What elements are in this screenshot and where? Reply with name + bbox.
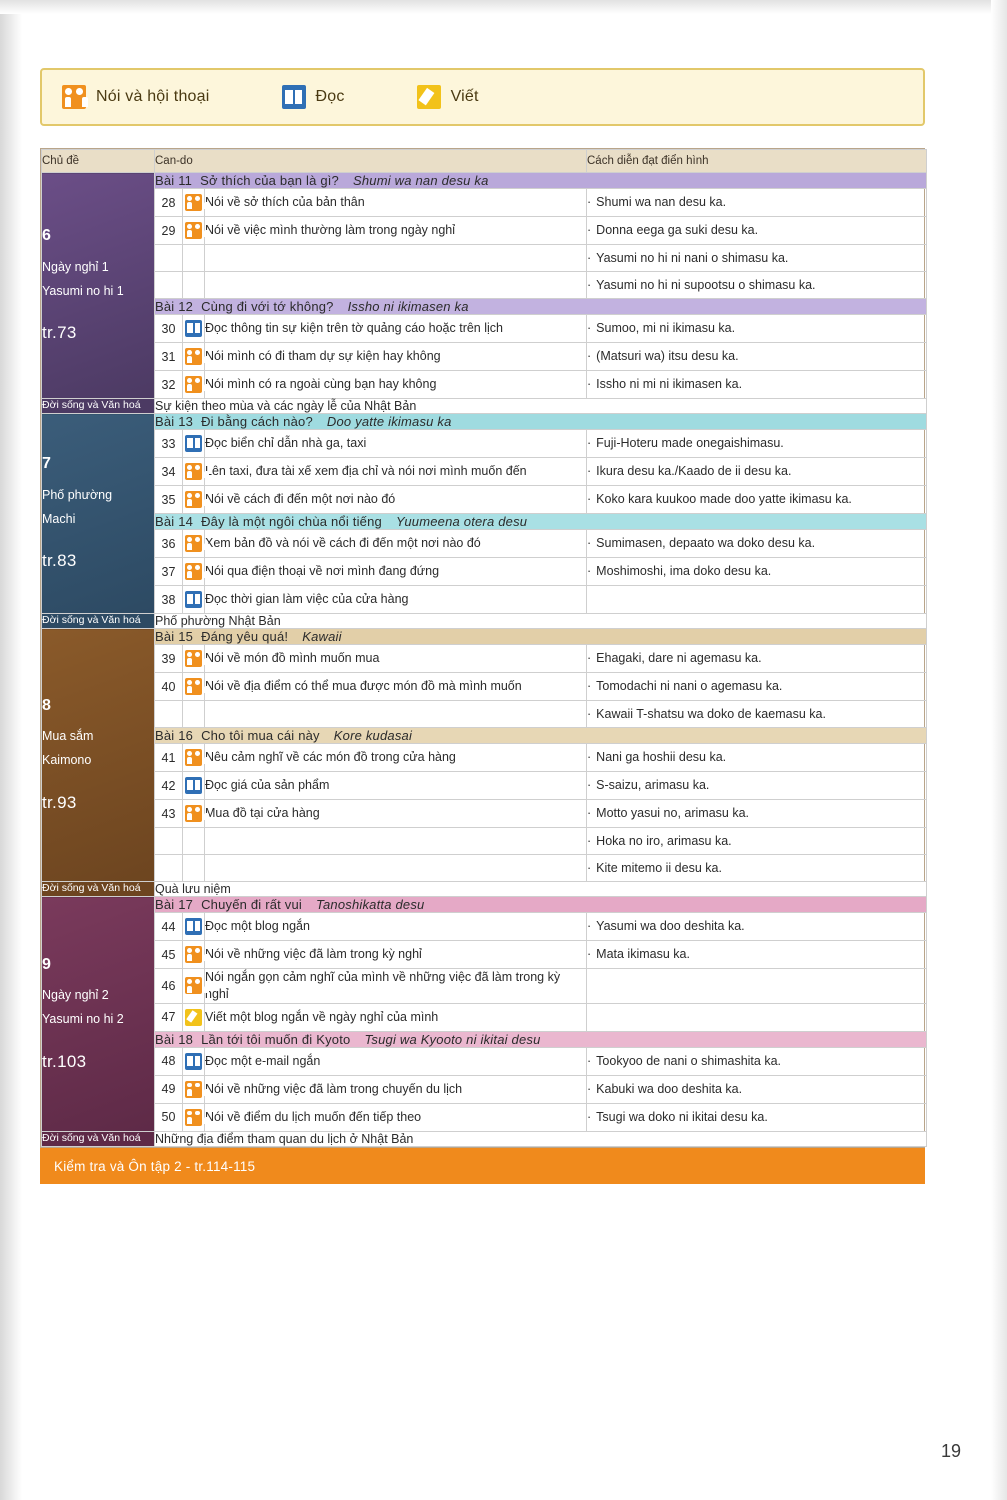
expression-text: · Kawaii T-shatsu wa doko de kaemasu ka. <box>587 701 927 728</box>
cando-number <box>155 245 183 272</box>
lesson-header-row <box>42 728 927 744</box>
cando-number <box>155 701 183 728</box>
cando-skill-icon-cell <box>183 772 205 800</box>
speaking-icon <box>185 376 202 393</box>
cando-row <box>42 744 927 772</box>
cando-number: 43 <box>155 800 183 828</box>
unit-page-ref: tr.93 <box>42 792 77 812</box>
cando-number: 28 <box>155 189 183 217</box>
cando-row <box>42 1103 927 1131</box>
cando-text <box>205 245 587 272</box>
legend-label-reading: Đọc <box>315 88 345 105</box>
cando-number: 49 <box>155 1075 183 1103</box>
culture-label: Đời sống và Văn hoá <box>42 1131 155 1146</box>
speaking-icon <box>62 85 86 109</box>
cando-row <box>42 673 927 701</box>
unit-title-ja: Machi <box>42 511 76 526</box>
cando-text: Nói qua điện thoại về nơi mình đang đứng <box>205 558 587 586</box>
header-expression: Cách diễn đạt điển hình <box>587 150 927 173</box>
unit-title-vi: Ngày nghỉ 2 <box>42 988 109 1003</box>
cando-text: Mua đồ tại cửa hàng <box>205 800 587 828</box>
unit-theme-cell <box>42 173 155 399</box>
speaking-icon <box>185 463 202 480</box>
cando-number <box>155 272 183 299</box>
culture-row <box>42 882 927 897</box>
cando-number: 35 <box>155 486 183 514</box>
cando-skill-icon-cell <box>183 1003 205 1031</box>
cando-skill-icon-cell <box>183 744 205 772</box>
lesson-romaji: Tanoshikatta desu <box>316 897 425 912</box>
cando-row <box>42 645 927 673</box>
cando-row <box>42 772 927 800</box>
cando-skill-icon-cell <box>183 1103 205 1131</box>
expression-text: · Yasumi wa doo deshita ka. <box>587 913 927 941</box>
expression-text: · Kite mitemo ii desu ka. <box>587 855 927 882</box>
cando-skill-icon-cell <box>183 645 205 673</box>
lesson-label: Bài 13 <box>155 414 194 429</box>
cando-skill-icon-cell <box>183 828 205 855</box>
unit-number: 6 <box>42 227 51 245</box>
cando-text <box>205 828 587 855</box>
legend-item-writing <box>417 85 479 109</box>
lesson-header-row <box>42 299 927 315</box>
cando-row <box>42 800 927 828</box>
culture-row <box>42 1131 927 1146</box>
speaking-icon <box>185 977 202 994</box>
cando-number: 34 <box>155 458 183 486</box>
cando-skill-icon-cell <box>183 315 205 343</box>
cando-row <box>42 371 927 399</box>
cando-text: Nói về cách đi đến một nơi nào đó <box>205 486 587 514</box>
table-header-row <box>42 150 927 173</box>
expression-text: · (Matsuri wa) itsu desu ka. <box>587 343 927 371</box>
cando-text <box>205 272 587 299</box>
cando-skill-icon-cell <box>183 586 205 614</box>
expression-text: · Sumoo, mi ni ikimasu ka. <box>587 315 927 343</box>
reading-icon <box>185 435 202 452</box>
lesson-title: Cho tôi mua cái này <box>201 728 320 743</box>
cando-text: Đọc thông tin sự kiện trên tờ quảng cáo hoặc trên lịch <box>205 315 587 343</box>
cando-row <box>42 530 927 558</box>
cando-row <box>42 941 927 969</box>
lesson-label: Bài 11 <box>155 173 193 188</box>
speaking-icon <box>185 348 202 365</box>
cando-row <box>42 430 927 458</box>
cando-number <box>155 828 183 855</box>
cando-text: Lên taxi, đưa tài xế xem địa chỉ và nói nơi mình muốn đến <box>205 458 587 486</box>
cando-text: Nói về điểm du lịch muốn đến tiếp theo <box>205 1103 587 1131</box>
cando-text: Nêu cảm nghĩ về các món đồ trong cửa hàng <box>205 744 587 772</box>
cando-number: 47 <box>155 1003 183 1031</box>
lesson-title: Đáng yêu quá! <box>201 629 289 644</box>
cando-number: 41 <box>155 744 183 772</box>
lesson-title: Đây là một ngôi chùa nổi tiếng <box>201 514 382 529</box>
expression-text: · Motto yasui no, arimasu ka. <box>587 800 927 828</box>
cando-number: 30 <box>155 315 183 343</box>
legend-item-speaking <box>62 85 210 109</box>
lesson-label: Bài 17 <box>155 897 194 912</box>
speaking-icon <box>185 535 202 552</box>
expression-text <box>587 586 927 614</box>
lesson-title: Chuyến đi rất vui <box>201 897 303 912</box>
cando-number: 31 <box>155 343 183 371</box>
unit-number: 9 <box>42 955 51 973</box>
cando-row <box>42 245 927 272</box>
speaking-icon <box>185 1109 202 1126</box>
cando-skill-icon-cell <box>183 941 205 969</box>
unit-title-vi: Mua sắm <box>42 729 94 744</box>
expression-text: · Donna eega ga suki desu ka. <box>587 217 927 245</box>
reading-icon <box>282 85 306 109</box>
lesson-header-row <box>42 414 927 430</box>
expression-text: · Tookyoo de nani o shimashita ka. <box>587 1047 927 1075</box>
lesson-romaji: Doo yatte ikimasu ka <box>326 414 452 429</box>
lesson-title: Đi bằng cách nào? <box>201 414 313 429</box>
cando-text: Nói về sở thích của bản thân <box>205 189 587 217</box>
speaking-icon <box>185 222 202 239</box>
cando-row <box>42 558 927 586</box>
culture-row <box>42 614 927 629</box>
unit-theme-cell <box>42 629 155 882</box>
expression-text: · Mata ikimasu ka. <box>587 941 927 969</box>
speaking-icon <box>185 650 202 667</box>
cando-skill-icon-cell <box>183 458 205 486</box>
lesson-romaji: Shumi wa nan desu ka <box>353 173 489 188</box>
lesson-header-row <box>42 629 927 645</box>
lesson-label: Bài 18 <box>155 1031 194 1047</box>
lesson-header-row <box>42 173 927 189</box>
lesson-title-bar <box>155 514 927 530</box>
cando-row <box>42 586 927 614</box>
expression-text: · Shumi wa nan desu ka. <box>587 189 927 217</box>
lesson-romaji: Yuumeena otera desu <box>395 514 528 529</box>
page-edge-left <box>0 0 22 1500</box>
cando-number: 46 <box>155 969 183 1004</box>
cando-row <box>42 1003 927 1031</box>
legend-item-reading <box>282 85 345 109</box>
lesson-label: Bài 12 <box>155 299 194 314</box>
unit-page-ref: tr.83 <box>42 551 77 571</box>
lesson-title-bar <box>155 897 927 913</box>
review-footer-label: Kiểm tra và Ôn tập 2 - tr.114-115 <box>54 1158 256 1174</box>
lesson-label: Bài 14 <box>155 514 194 529</box>
lesson-header-row <box>42 514 927 530</box>
cando-number: 32 <box>155 371 183 399</box>
cando-text <box>205 701 587 728</box>
culture-label: Đời sống và Văn hoá <box>42 614 155 629</box>
cando-number: 45 <box>155 941 183 969</box>
lesson-romaji: Kore kudasai <box>333 728 413 743</box>
cando-text: Đọc một blog ngắn <box>205 913 587 941</box>
legend-label-speaking: Nói và hội thoại <box>96 88 210 105</box>
speaking-icon <box>185 491 202 508</box>
lesson-header-row <box>42 1031 927 1047</box>
review-footer-bar <box>40 1148 925 1184</box>
cando-text: Xem bản đồ và nói về cách đi đến một nơi nào đó <box>205 530 587 558</box>
cando-text <box>205 855 587 882</box>
culture-row <box>42 399 927 414</box>
cando-skill-icon-cell <box>183 913 205 941</box>
cando-skill-icon-cell <box>183 486 205 514</box>
cando-text: Nói về món đồ mình muốn mua <box>205 645 587 673</box>
lesson-label: Bài 15 <box>155 629 194 644</box>
writing-icon <box>185 1009 202 1026</box>
cando-skill-icon-cell <box>183 217 205 245</box>
cando-row <box>42 486 927 514</box>
cando-skill-icon-cell <box>183 530 205 558</box>
cando-row <box>42 828 927 855</box>
cando-row <box>42 1075 927 1103</box>
lesson-title: Lần tới tôi muốn đi Kyoto <box>201 1031 351 1047</box>
cando-text: Nói về địa điểm có thể mua được món đồ mà mình muốn <box>205 673 587 701</box>
legend-bar <box>40 68 925 126</box>
expression-text: · Koko kara kuukoo made doo yatte ikimasu ka. <box>587 486 927 514</box>
reading-icon <box>185 320 202 337</box>
expression-text <box>587 969 927 1004</box>
speaking-icon <box>185 678 202 695</box>
lesson-header-row <box>42 897 927 913</box>
cando-row <box>42 1047 927 1075</box>
culture-label: Đời sống và Văn hoá <box>42 882 155 897</box>
speaking-icon <box>185 194 202 211</box>
cando-row <box>42 343 927 371</box>
writing-icon <box>417 85 441 109</box>
cando-number: 33 <box>155 430 183 458</box>
cando-skill-icon-cell <box>183 189 205 217</box>
cando-text: Viết một blog ngắn về ngày nghỉ của mình <box>205 1003 587 1031</box>
cando-number: 29 <box>155 217 183 245</box>
expression-text: · Issho ni mi ni ikimasen ka. <box>587 371 927 399</box>
cando-skill-icon-cell <box>183 855 205 882</box>
speaking-icon <box>185 749 202 766</box>
cando-number: 44 <box>155 913 183 941</box>
lesson-title-bar <box>155 414 927 430</box>
cando-row <box>42 913 927 941</box>
expression-text: · Ehagaki, dare ni agemasu ka. <box>587 645 927 673</box>
cando-text: Đọc một e-mail ngắn <box>205 1047 587 1075</box>
lesson-romaji: Kawaii <box>302 629 342 644</box>
legend-label-writing: Viết <box>450 88 479 105</box>
cando-number: 50 <box>155 1103 183 1131</box>
cando-row <box>42 969 927 1004</box>
cando-skill-icon-cell <box>183 800 205 828</box>
culture-text: Phố phường Nhật Bản <box>155 614 927 629</box>
culture-label: Đời sống và Văn hoá <box>42 399 155 414</box>
cando-number: 38 <box>155 586 183 614</box>
reading-icon <box>185 1053 202 1070</box>
cando-number: 40 <box>155 673 183 701</box>
unit-number: 7 <box>42 455 51 473</box>
expression-text: · Tsugi wa doko ni ikitai desu ka. <box>587 1103 927 1131</box>
unit-title-ja: Kaimono <box>42 753 92 768</box>
expression-text: · Kabuki wa doo deshita ka. <box>587 1075 927 1103</box>
unit-title-ja: Yasumi no hi 2 <box>42 1011 124 1026</box>
cando-number: 36 <box>155 530 183 558</box>
cando-text: Nói mình có đi tham dự sự kiện hay không <box>205 343 587 371</box>
cando-text: Nói về việc mình thường làm trong ngày nghỉ <box>205 217 587 245</box>
cando-skill-icon-cell <box>183 272 205 299</box>
cando-number: 37 <box>155 558 183 586</box>
cando-skill-icon-cell <box>183 343 205 371</box>
header-cando: Can-do <box>155 150 587 173</box>
cando-skill-icon-cell <box>183 371 205 399</box>
cando-skill-icon-cell <box>183 245 205 272</box>
expression-text: · Yasumi no hi ni nani o shimasu ka. <box>587 245 927 272</box>
unit-page-ref: tr.103 <box>42 1051 87 1071</box>
cando-text: Đọc biển chỉ dẫn nhà ga, taxi <box>205 430 587 458</box>
expression-text: · Moshimoshi, ima doko desu ka. <box>587 558 927 586</box>
reading-icon <box>185 918 202 935</box>
unit-number: 8 <box>42 696 51 714</box>
reading-icon <box>185 591 202 608</box>
lesson-title-bar <box>155 173 927 189</box>
cando-skill-icon-cell <box>183 969 205 1004</box>
cando-text: Nói về những việc đã làm trong kỳ nghỉ <box>205 941 587 969</box>
unit-theme-cell <box>42 897 155 1132</box>
cando-row <box>42 458 927 486</box>
lesson-title-bar <box>155 629 927 645</box>
expression-text: · Hoka no iro, arimasu ka. <box>587 828 927 855</box>
cando-row <box>42 189 927 217</box>
lesson-title-bar <box>155 728 927 744</box>
speaking-icon <box>185 1081 202 1098</box>
cando-number: 42 <box>155 772 183 800</box>
cando-text: Nói ngắn gọn cảm nghĩ của mình về những việc đã làm trong kỳ nghỉ <box>205 969 587 1004</box>
lesson-title-bar <box>155 299 927 315</box>
cando-skill-icon-cell <box>183 701 205 728</box>
expression-text: · Sumimasen, depaato wa doko desu ka. <box>587 530 927 558</box>
lesson-romaji: Issho ni ikimasen ka <box>347 299 469 314</box>
lesson-romaji: Tsugi wa Kyooto ni ikitai desu <box>364 1031 541 1047</box>
cando-row <box>42 315 927 343</box>
cando-row <box>42 701 927 728</box>
expression-text: · S-saizu, arimasu ka. <box>587 772 927 800</box>
cando-text: Đọc giá của sản phẩm <box>205 772 587 800</box>
cando-text: Đọc thời gian làm việc của cửa hàng <box>205 586 587 614</box>
culture-text: Sự kiện theo mùa và các ngày lễ của Nhật Bản <box>155 399 927 414</box>
cando-table <box>40 148 925 1148</box>
cando-skill-icon-cell <box>183 558 205 586</box>
culture-text: Những địa điểm tham quan du lịch ở Nhật Bản <box>155 1131 927 1146</box>
header-theme: Chủ đề <box>42 150 155 173</box>
cando-skill-icon-cell <box>183 1047 205 1075</box>
cando-row <box>42 217 927 245</box>
cando-number: 48 <box>155 1047 183 1075</box>
expression-text <box>587 1003 927 1031</box>
cando-skill-icon-cell <box>183 673 205 701</box>
speaking-icon <box>185 805 202 822</box>
unit-title-vi: Phố phường <box>42 487 113 502</box>
speaking-icon <box>185 946 202 963</box>
culture-text: Quà lưu niệm <box>155 882 927 897</box>
page-number: 19 <box>940 1441 961 1461</box>
cando-table-element <box>41 149 927 1147</box>
lesson-title: Sở thích của bạn là gì? <box>200 173 339 188</box>
cando-number <box>155 855 183 882</box>
unit-page-ref: tr.73 <box>42 323 77 343</box>
cando-number: 39 <box>155 645 183 673</box>
cando-skill-icon-cell <box>183 430 205 458</box>
unit-title-vi: Ngày nghỉ 1 <box>42 259 109 274</box>
expression-text: · Yasumi no hi ni supootsu o shimasu ka. <box>587 272 927 299</box>
cando-skill-icon-cell <box>183 1075 205 1103</box>
cando-row <box>42 855 927 882</box>
expression-text: · Tomodachi ni nani o agemasu ka. <box>587 673 927 701</box>
unit-theme-cell <box>42 414 155 614</box>
cando-text: Nói về những việc đã làm trong chuyến du lịch <box>205 1075 587 1103</box>
expression-text: · Ikura desu ka./Kaado de ii desu ka. <box>587 458 927 486</box>
page-edge-right <box>991 0 1007 1500</box>
lesson-label: Bài 16 <box>155 728 194 743</box>
lesson-title: Cùng đi với tớ không? <box>201 299 334 314</box>
cando-row <box>42 272 927 299</box>
reading-icon <box>185 777 202 794</box>
expression-text: · Fuji-Hoteru made onegaishimasu. <box>587 430 927 458</box>
unit-title-ja: Yasumi no hi 1 <box>42 283 124 298</box>
expression-text: · Nani ga hoshii desu ka. <box>587 744 927 772</box>
page-edge-top <box>0 0 1007 14</box>
lesson-title-bar <box>155 1031 927 1047</box>
cando-text: Nói mình có ra ngoài cùng bạn hay không <box>205 371 587 399</box>
speaking-icon <box>185 563 202 580</box>
